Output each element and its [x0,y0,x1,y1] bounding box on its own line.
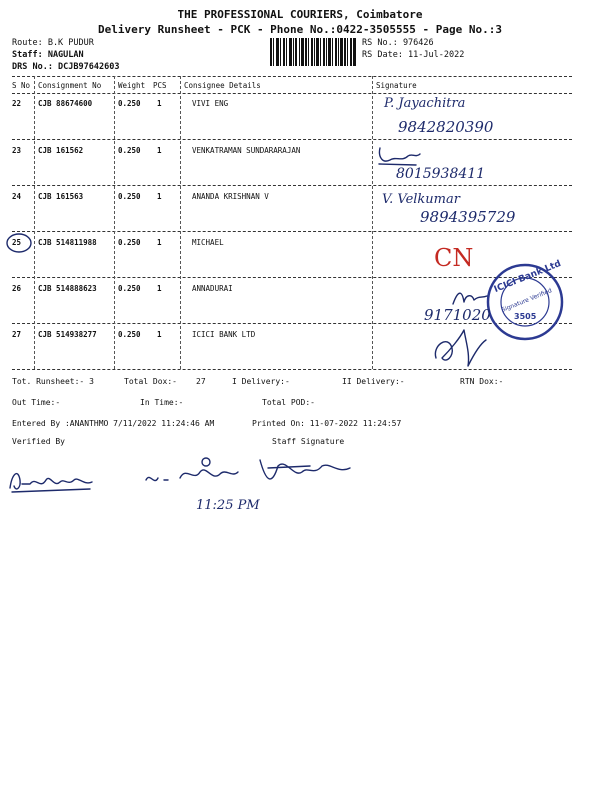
cn-mark: CN [434,244,474,272]
signature-23-scribble [376,144,424,168]
row-sno: 23 [12,146,22,155]
col-header-consignment: Consignment No [38,81,102,90]
row-pcs: 1 [157,284,162,293]
staff-label: Staff: NAGULAN [12,50,84,60]
col-header-weight: Weight [118,81,146,90]
verified-by-label: Verified By [12,437,65,446]
row-consignee: VENKATRAMAN SUNDARARAJAN [192,146,301,155]
row-pcs: 1 [157,146,162,155]
col-header-sno: S No [12,81,31,90]
i-delivery: I Delivery:- [232,377,290,386]
signature-26-scribble [450,288,490,308]
row-pcs: 1 [157,99,162,108]
row-weight: 0.250 [118,192,141,201]
rs-number: RS No.: 976426 [362,38,434,48]
row-consignee: ICICI BANK LTD [192,330,256,339]
table-row [0,99,600,119]
column-separator [114,76,115,369]
table-row [0,238,600,258]
signature-24-phone: 9894395729 [420,208,516,226]
row-divider [12,185,572,186]
column-separator [34,76,35,369]
row-pcs: 1 [157,238,162,247]
signature-22-name: P. Jayachitra [384,96,466,111]
row-consignment: CJB 514888623 [38,284,97,293]
row-consignment: CJB 514938277 [38,330,97,339]
row-weight: 0.250 [118,99,141,108]
staff-signature-label: Staff Signature [272,437,345,446]
entered-by: Entered By :ANANTHMO 7/11/2022 11:24:46 AM [12,419,215,428]
signature-24-name: V. Velkumar [382,192,460,207]
row-sno: 26 [12,284,22,293]
col-header-signature: Signature [376,81,417,90]
signature-22-phone: 9842820390 [398,118,494,136]
row-sno: 22 [12,99,22,108]
out-time: Out Time:- [12,398,61,407]
rs-date: RS Date: 11-Jul-2022 [362,50,465,60]
circle-mark [4,231,34,255]
row-consignment: CJB 161562 [38,146,84,155]
row-divider [12,231,572,232]
ii-delivery: II Delivery:- [342,377,405,386]
drs-number: DRS No.: DCJB97642603 [12,62,120,72]
rtn-dox: RTN Dox:- [460,377,504,386]
total-pod: Total POD:- [262,398,315,407]
table-header-rule [12,93,572,94]
printed-on: Printed On: 11-07-2022 11:24:57 [252,419,402,428]
row-consignment: CJB 514811988 [38,238,97,247]
row-consignee: MICHAEL [192,238,224,247]
tot-runsheet: Tot. Runsheet:- 3 [12,377,94,386]
stamp-verified-text: Signature Verified [500,287,553,314]
table-top-rule [12,76,572,77]
row-weight: 0.250 [118,238,141,247]
signature-23-phone: 8015938411 [396,166,486,182]
staff-signature [140,452,360,492]
col-header-consignee: Consignee Details [184,81,261,90]
row-consignment: CJB 88674600 [38,99,93,108]
route-label: Route: B.K PUDUR [12,38,94,48]
document-subtitle: Delivery Runsheet - PCK - Phone No.:0422-3505555 - Page No.:3 [98,23,502,36]
row-sno: 25 [12,238,22,247]
row-weight: 0.250 [118,146,141,155]
row-consignee: ANANDA KRISHNAN V [192,192,269,201]
column-separator [372,76,373,369]
row-pcs: 1 [157,192,162,201]
verifier-signature [6,462,98,498]
table-row [0,146,600,166]
row-sno: 24 [12,192,22,201]
total-dox-label: Total Dox:- [124,377,177,386]
stamp-bank-name: ICICI Bank Ltd [492,259,563,295]
barcode-image [270,38,356,66]
row-sno: 27 [12,330,22,339]
total-dox-value: 27 [196,377,206,386]
row-consignee: VIVI ENG [192,99,229,108]
row-divider [12,139,572,140]
row-weight: 0.250 [118,284,141,293]
signature-time-note: 11:25 PM [196,498,260,513]
signature-27-phone: 9171020 [424,306,491,324]
row-weight: 0.250 [118,330,141,339]
row-consignee: ANNADURAI [192,284,233,293]
in-time: In Time:- [140,398,184,407]
row-pcs: 1 [157,330,162,339]
row-consignment: CJB 161563 [38,192,84,201]
signature-27-scribble [430,324,490,370]
stamp-code: 3505 [514,312,537,321]
document-title: THE PROFESSIONAL COURIERS, Coimbatore [177,8,423,21]
col-header-pcs: PCS [153,81,167,90]
column-separator [180,76,181,369]
